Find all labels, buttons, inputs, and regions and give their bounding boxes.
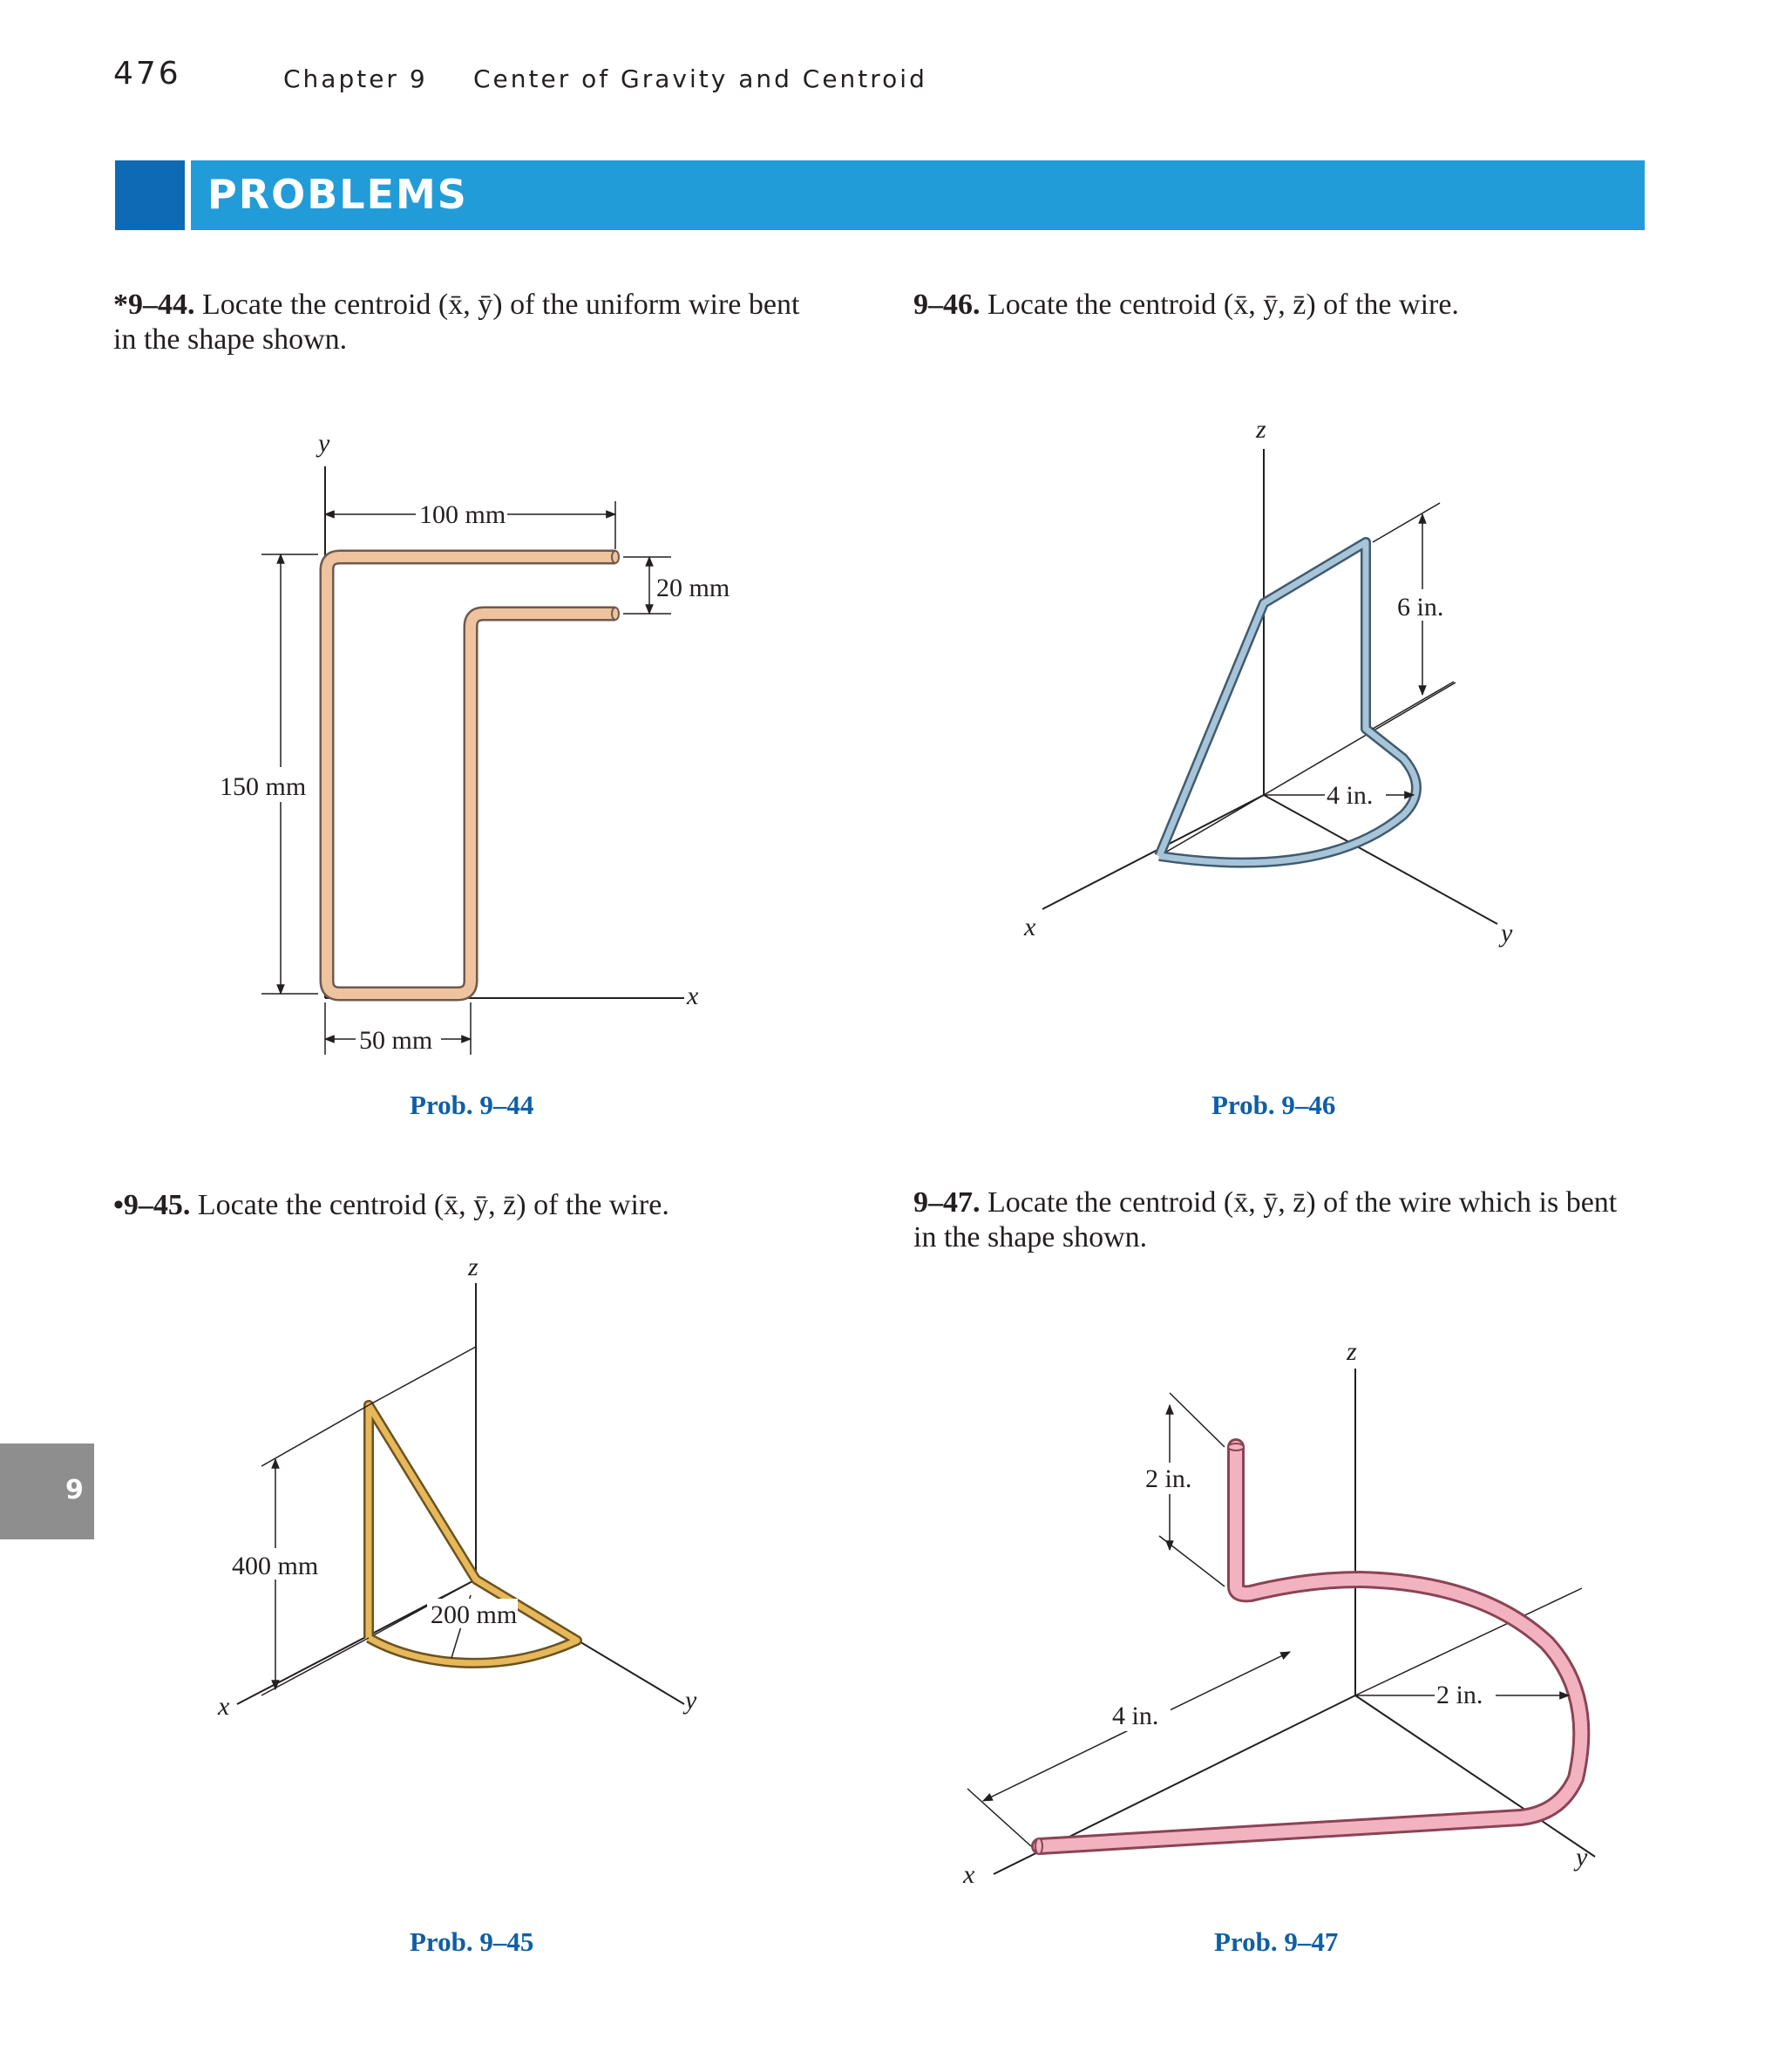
caption-prob-9-47: Prob. 9–47 bbox=[1214, 1926, 1339, 1957]
chapter-side-tab-label: 9 bbox=[65, 1475, 84, 1505]
problem-statement: Locate the centroid (x̄, ȳ, z̄) of the wire which is bent bbox=[988, 1186, 1618, 1219]
x-axis bbox=[1042, 795, 1264, 909]
caption-prob-9-45: Prob. 9–45 bbox=[410, 1926, 534, 1957]
extension-line bbox=[967, 1789, 1031, 1846]
x-axis bbox=[237, 1579, 476, 1704]
uniform-wire bbox=[327, 557, 615, 994]
extension-line bbox=[369, 1347, 476, 1405]
y-axis-label: y bbox=[685, 1686, 697, 1715]
dim-150mm: 150 mm bbox=[220, 772, 307, 801]
dim-2in-height: 2 in. bbox=[1145, 1464, 1192, 1493]
dim-4in: 4 in. bbox=[1327, 781, 1374, 810]
y-axis-label: y bbox=[1501, 919, 1513, 948]
extension-line bbox=[1373, 682, 1454, 729]
figure-prob-9-46 bbox=[1023, 415, 1513, 948]
hidden-line bbox=[1264, 683, 1456, 795]
figure-prob-9-47 bbox=[962, 1337, 1595, 1889]
extension-line bbox=[1373, 503, 1440, 542]
chapter-title: Center of Gravity and Centroid bbox=[473, 65, 927, 93]
wire-end-cap bbox=[612, 551, 619, 563]
problem-number: 9–46. bbox=[913, 289, 981, 321]
extension-line bbox=[261, 1638, 369, 1695]
problem-statement-cont: in the shape shown. bbox=[913, 1221, 1148, 1253]
chapter-label: Chapter 9 bbox=[283, 65, 428, 93]
x-axis-label: x bbox=[1024, 913, 1036, 941]
x-axis-label: x bbox=[687, 982, 699, 1010]
problem-statement-cont: in the shape shown. bbox=[113, 323, 348, 356]
problem-statement: Locate the centroid (x̄, ȳ, z̄) of the wire. bbox=[197, 1189, 669, 1221]
dim-2in-radius: 2 in. bbox=[1436, 1681, 1483, 1709]
wire-end-cap bbox=[1035, 1838, 1042, 1854]
wire-end-cap bbox=[612, 608, 619, 620]
dim-50mm: 50 mm bbox=[359, 1026, 433, 1055]
z-axis-label: z bbox=[1347, 1337, 1357, 1366]
bent-wire bbox=[1040, 1447, 1581, 1846]
figure-prob-9-45 bbox=[217, 1253, 697, 1721]
z-axis-label: z bbox=[468, 1253, 478, 1281]
banner-title: PROBLEMS bbox=[207, 171, 468, 218]
problem-statement: Locate the centroid (x̄, ȳ) of the uniform wire bent bbox=[202, 289, 800, 321]
extension-line bbox=[261, 1405, 369, 1466]
y-axis-label: y bbox=[1576, 1843, 1588, 1872]
dim-4in: 4 in. bbox=[1112, 1702, 1159, 1730]
problem-number: *9–44. bbox=[113, 289, 195, 321]
bent-wire bbox=[1159, 542, 1416, 863]
dim-100mm: 100 mm bbox=[419, 500, 506, 529]
page-number: 476 bbox=[113, 56, 181, 92]
wire-end-cap bbox=[1228, 1444, 1244, 1450]
problem-number: •9–45. bbox=[113, 1189, 191, 1221]
z-axis-label: z bbox=[1256, 415, 1266, 444]
dim-20mm: 20 mm bbox=[656, 574, 730, 602]
wire-outline bbox=[1040, 1447, 1581, 1846]
caption-prob-9-46: Prob. 9–46 bbox=[1211, 1090, 1336, 1120]
dim-400mm: 400 mm bbox=[232, 1552, 319, 1580]
x-axis-label: x bbox=[963, 1860, 975, 1889]
x-axis-label: x bbox=[218, 1692, 230, 1721]
extension-line bbox=[1170, 1393, 1225, 1447]
problem-number: 9–47. bbox=[913, 1186, 981, 1219]
dim-6in: 6 in. bbox=[1397, 593, 1444, 622]
figure-prob-9-44 bbox=[214, 429, 730, 1055]
problem-statement: Locate the centroid (x̄, ȳ, z̄) of the wire. bbox=[988, 289, 1459, 321]
caption-prob-9-44: Prob. 9–44 bbox=[410, 1090, 534, 1120]
dim-200mm: 200 mm bbox=[431, 1600, 518, 1629]
y-axis-label: y bbox=[318, 429, 330, 458]
